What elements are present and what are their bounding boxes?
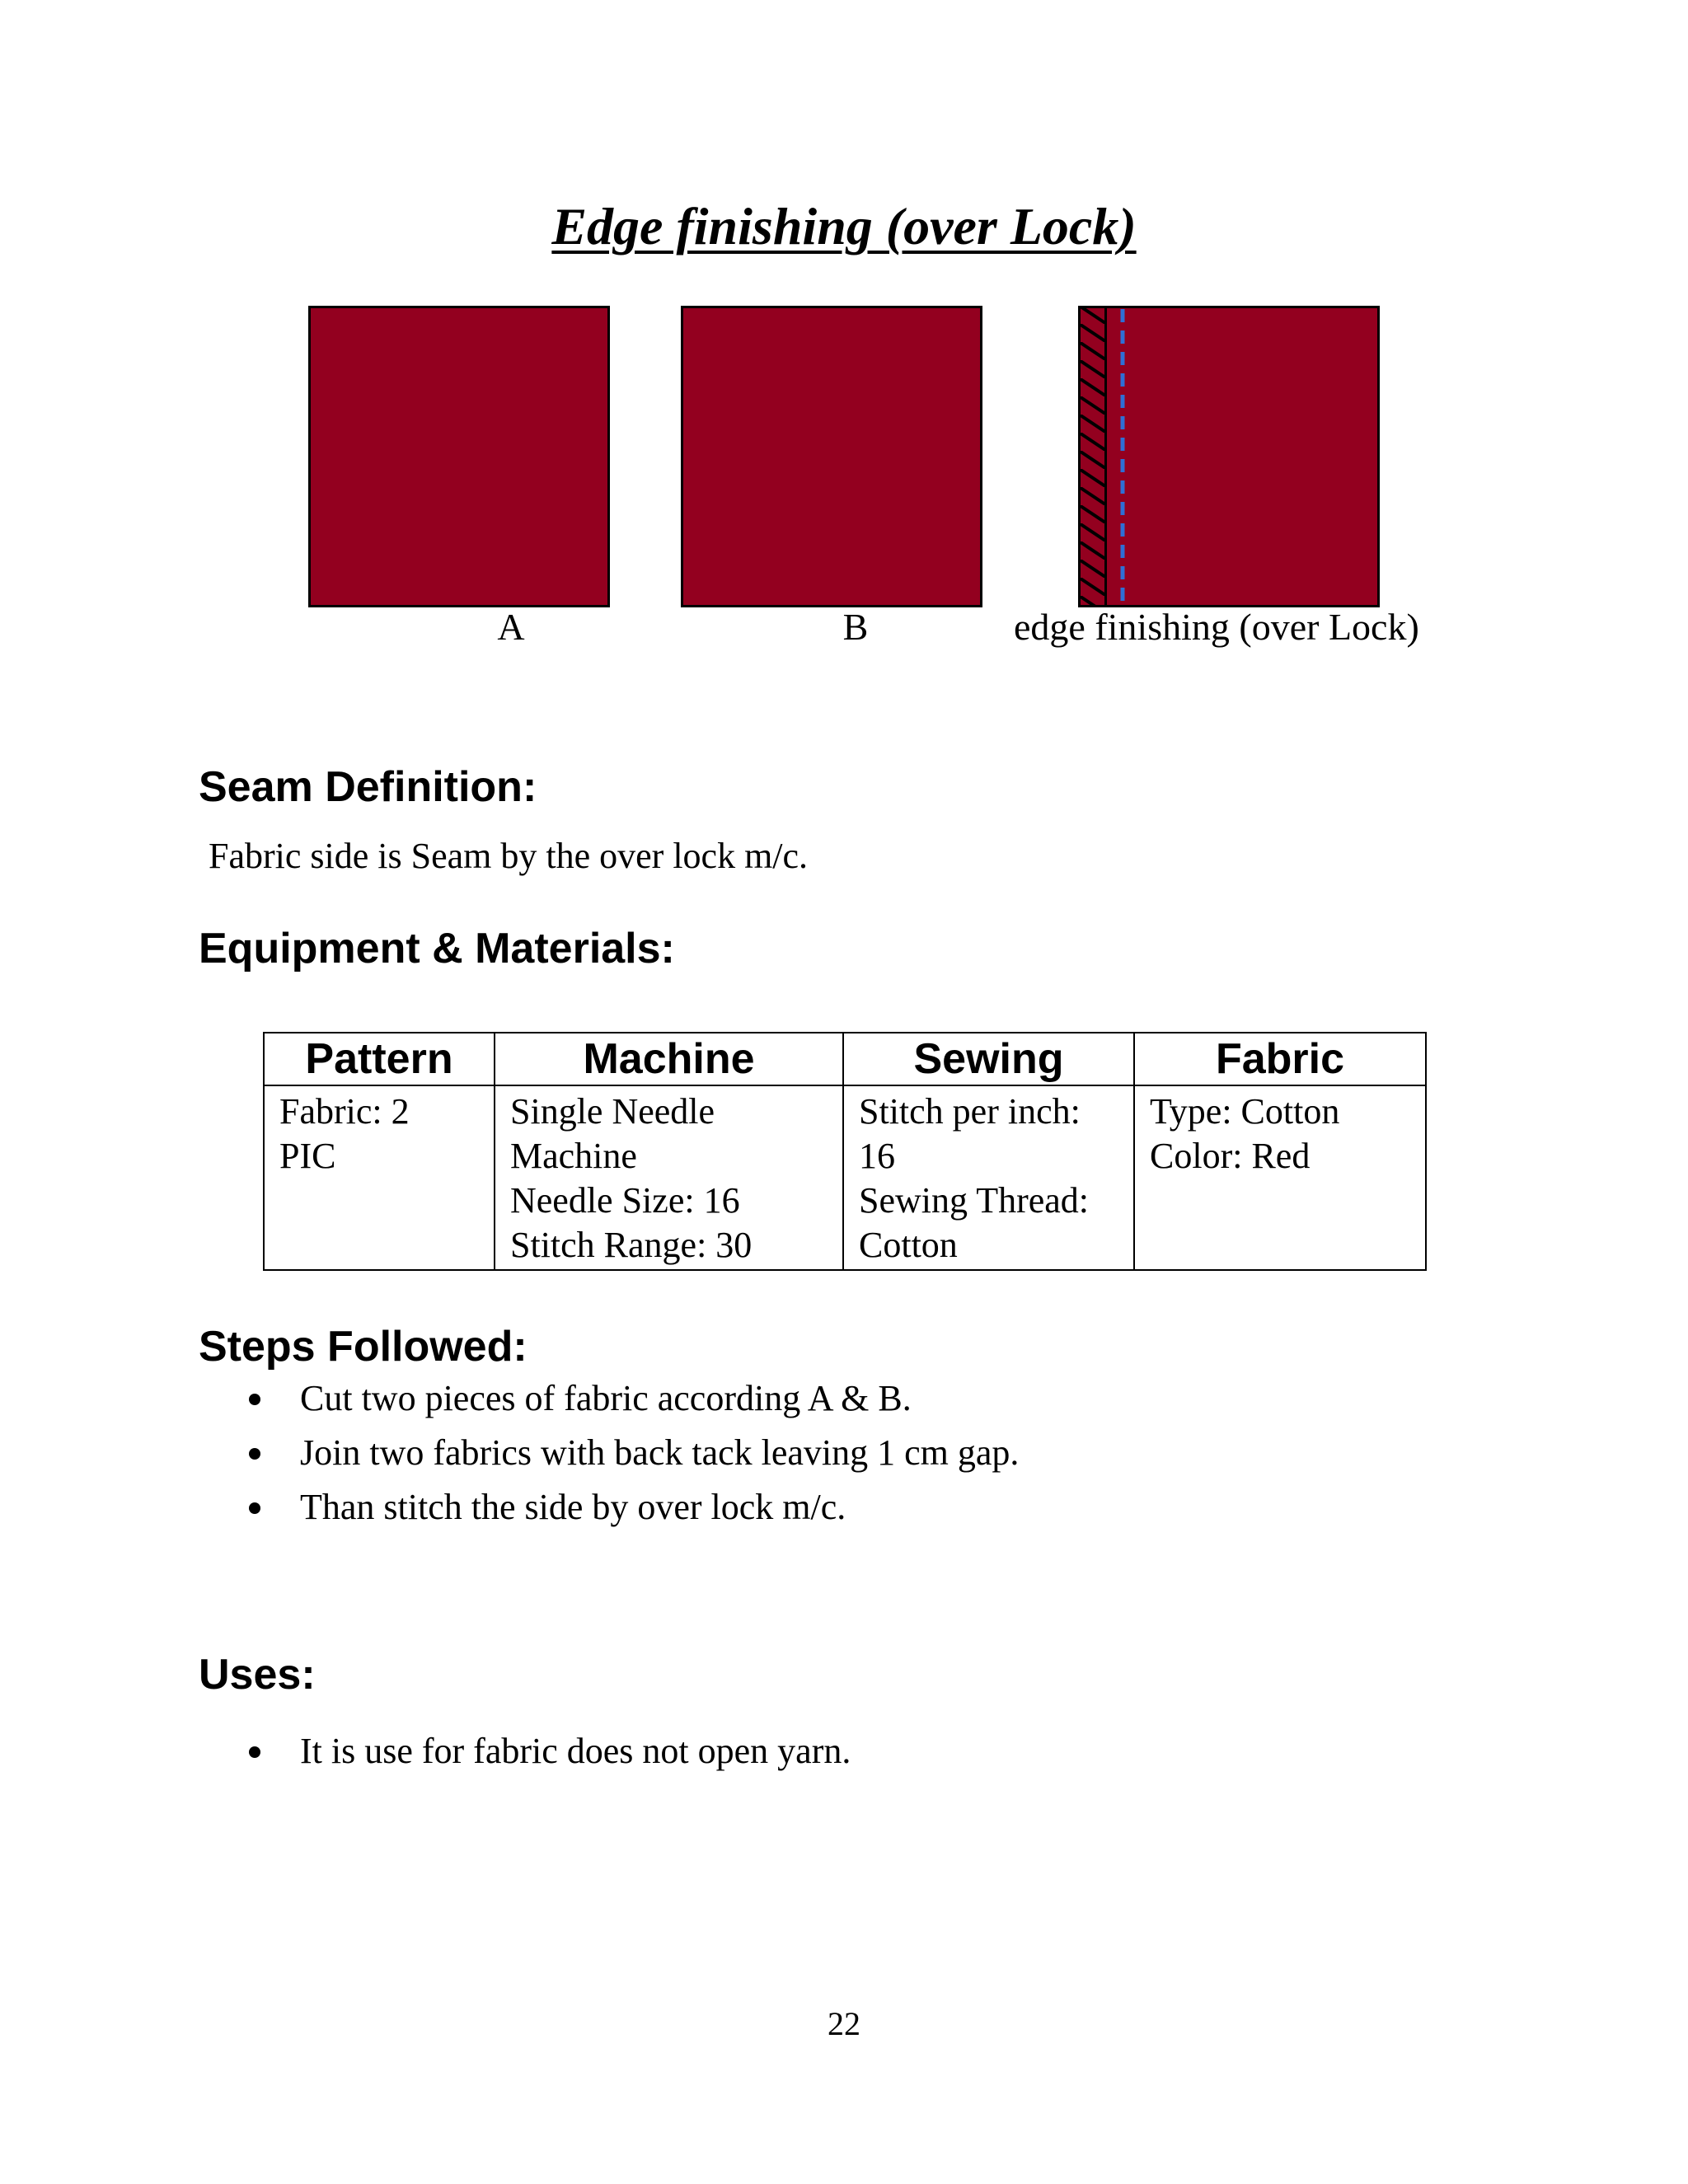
caption-a: A bbox=[497, 606, 525, 648]
table-header-row bbox=[264, 1033, 1426, 1085]
cell-pattern bbox=[264, 1085, 495, 1270]
equipment-heading: Equipment & Materials: bbox=[199, 925, 675, 972]
cell-line: Single Needle bbox=[510, 1091, 715, 1132]
list-item: It is use for fabric does not open yarn. bbox=[251, 1724, 851, 1779]
caption-b: B bbox=[842, 606, 869, 648]
steps-heading: Steps Followed: bbox=[199, 1323, 528, 1371]
uses-list bbox=[251, 1724, 851, 1779]
overlock-swatch-diagram bbox=[1078, 306, 1380, 607]
cell-machine bbox=[495, 1085, 843, 1270]
cell-line: Sewing Thread: bbox=[859, 1180, 1090, 1221]
col-machine: Machine bbox=[495, 1033, 843, 1085]
col-fabric: Fabric bbox=[1134, 1033, 1426, 1085]
cell-line: PIC bbox=[279, 1136, 336, 1176]
steps-list bbox=[251, 1371, 1019, 1535]
list-item: Than stitch the side by over lock m/c. bbox=[251, 1480, 1019, 1535]
equipment-table bbox=[263, 1032, 1427, 1271]
fabric-body bbox=[1080, 307, 1379, 607]
seam-definition-heading: Seam Definition: bbox=[199, 763, 537, 811]
cell-fabric bbox=[1134, 1085, 1426, 1270]
cell-line: Fabric: 2 bbox=[279, 1091, 410, 1132]
caption-overlock: edge finishing (over Lock) bbox=[1014, 606, 1419, 648]
uses-heading: Uses: bbox=[199, 1651, 316, 1699]
cell-sewing bbox=[843, 1085, 1134, 1270]
cell-line: Cotton bbox=[859, 1225, 958, 1265]
cell-line: Stitch Range: 30 bbox=[510, 1225, 753, 1265]
page-title: Edge finishing (over Lock) bbox=[551, 197, 1137, 255]
cell-line: Needle Size: 16 bbox=[510, 1180, 740, 1221]
seam-definition-text: Fabric side is Seam by the over lock m/c. bbox=[209, 836, 809, 876]
col-pattern: Pattern bbox=[264, 1033, 495, 1085]
cell-line: Color: Red bbox=[1150, 1136, 1311, 1176]
list-item: Cut two pieces of fabric according A & B. bbox=[251, 1371, 1019, 1426]
cell-line: Stitch per inch: bbox=[859, 1091, 1081, 1132]
page-number: 22 bbox=[828, 2005, 860, 2042]
table-row bbox=[264, 1085, 1426, 1270]
fabric-swatch-b bbox=[681, 306, 982, 607]
cell-line: Type: Cotton bbox=[1150, 1091, 1340, 1132]
fabric-swatch-a bbox=[308, 306, 610, 607]
overlock-edge-hatch bbox=[1080, 307, 1106, 607]
col-sewing: Sewing bbox=[843, 1033, 1134, 1085]
cell-line: Machine bbox=[510, 1136, 637, 1176]
list-item: Join two fabrics with back tack leaving 1 cm gap. bbox=[251, 1426, 1019, 1480]
cell-line: 16 bbox=[859, 1136, 895, 1176]
